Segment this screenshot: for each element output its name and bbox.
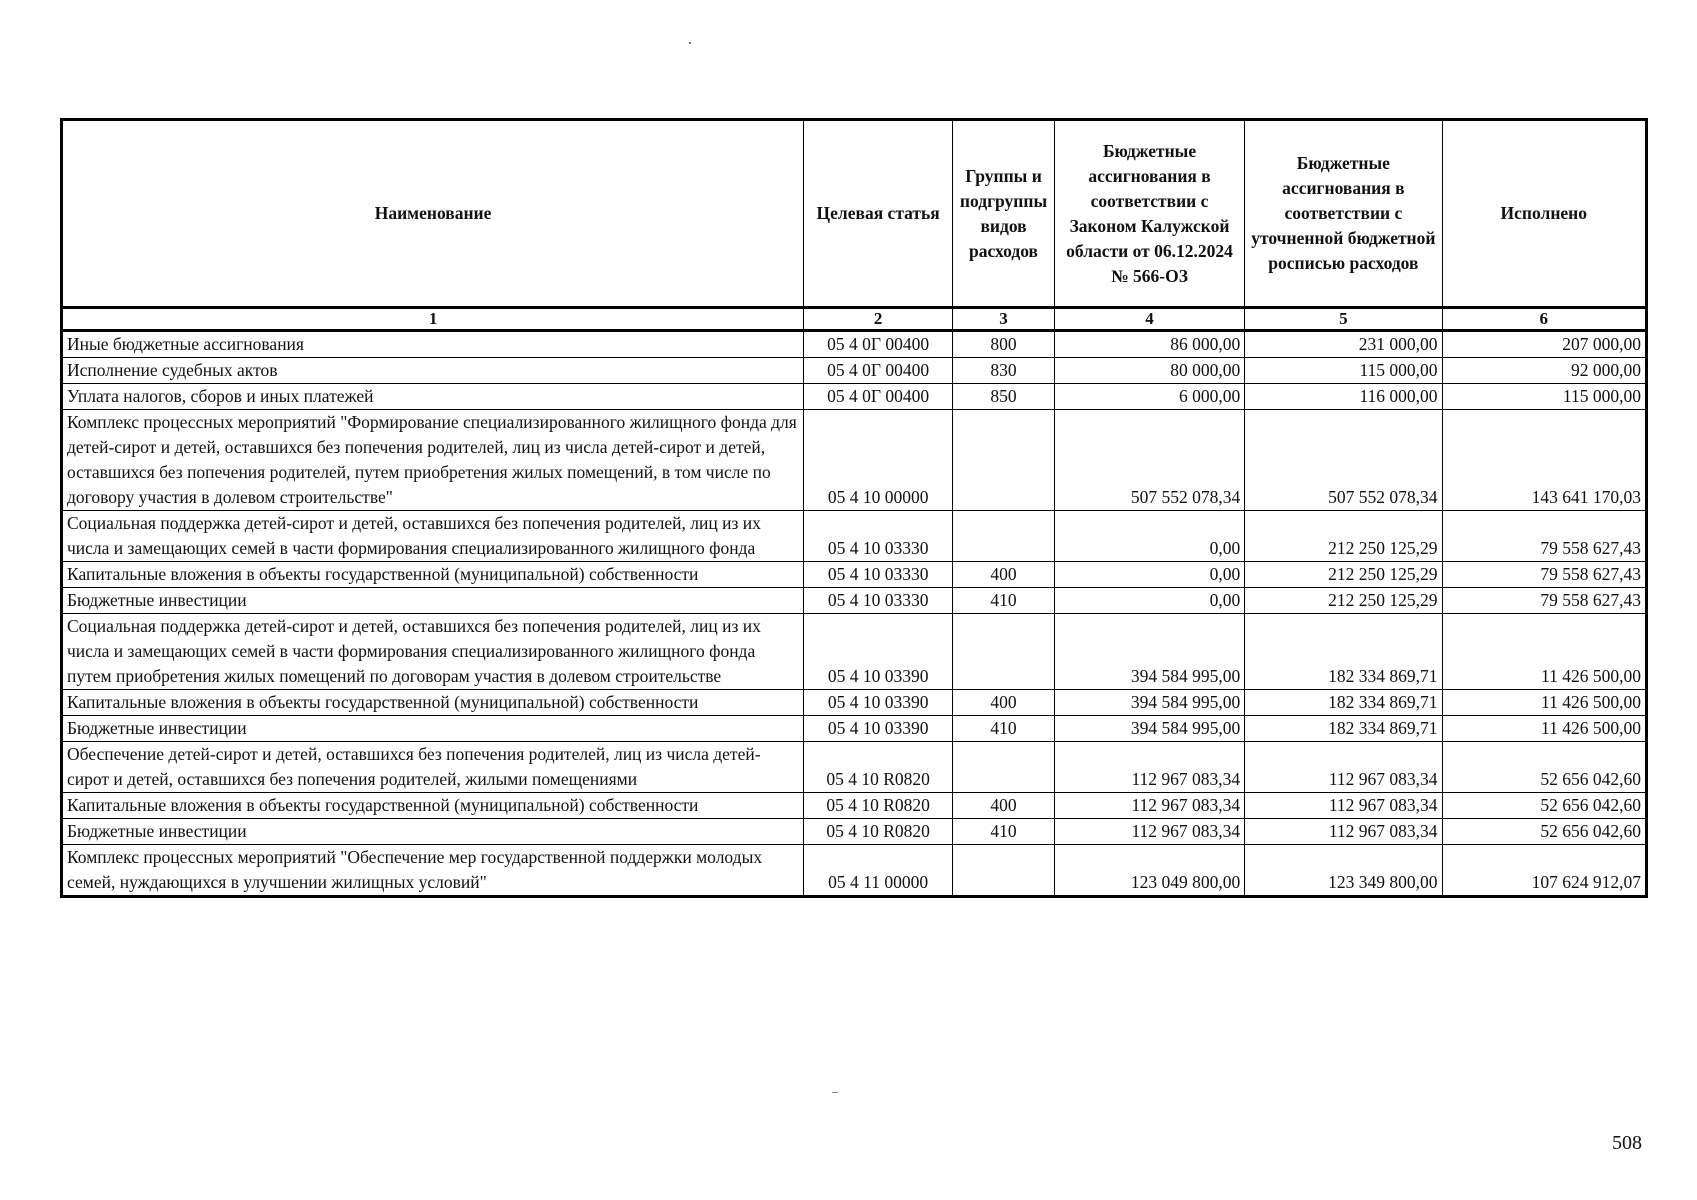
- row-executed: 11 426 500,00: [1442, 614, 1646, 690]
- row-expense-group: 410: [953, 819, 1055, 845]
- row-target-article: 05 4 10 03390: [804, 614, 953, 690]
- table-row: [62, 511, 1647, 562]
- row-expense-group: 850: [953, 384, 1055, 410]
- row-target-article: 05 4 10 03390: [804, 716, 953, 742]
- table-row: [62, 614, 1647, 690]
- row-executed: 143 641 170,03: [1442, 410, 1646, 511]
- row-target-article: 05 4 0Г 00400: [804, 331, 953, 358]
- table-row: [62, 588, 1647, 614]
- row-name: Капитальные вложения в объекты государственной (муниципальной) собственности: [62, 562, 804, 588]
- row-refined-allocation: 112 967 083,34: [1245, 793, 1442, 819]
- row-refined-allocation: 212 250 125,29: [1245, 562, 1442, 588]
- page-number: 508: [1612, 1132, 1642, 1154]
- table-row: [62, 793, 1647, 819]
- row-refined-allocation: 182 334 869,71: [1245, 716, 1442, 742]
- row-name: Социальная поддержка детей-сирот и детей, оставшихся без попечения родителей, лиц из их числа и замещающих семей в части формирования специализированного жилищного фонда: [62, 511, 804, 562]
- row-target-article: 05 4 10 R0820: [804, 819, 953, 845]
- row-expense-group: [953, 845, 1055, 897]
- row-refined-allocation: 182 334 869,71: [1245, 614, 1442, 690]
- row-expense-group: [953, 511, 1055, 562]
- table-body: [62, 331, 1647, 897]
- table-row: [62, 384, 1647, 410]
- table-header-row: [62, 120, 1647, 308]
- table-row: [62, 562, 1647, 588]
- column-number: 3: [953, 308, 1055, 331]
- row-expense-group: [953, 410, 1055, 511]
- row-refined-allocation: 123 349 800,00: [1245, 845, 1442, 897]
- table-row: [62, 410, 1647, 511]
- header-law-allocations: Бюджетные ассигнования в соответствии с Законом Калужской области от 06.12.2024 № 566-ОЗ: [1054, 120, 1244, 308]
- row-refined-allocation: 507 552 078,34: [1245, 410, 1442, 511]
- row-expense-group: 400: [953, 690, 1055, 716]
- row-name: Капитальные вложения в объекты государственной (муниципальной) собственности: [62, 793, 804, 819]
- row-expense-group: 410: [953, 716, 1055, 742]
- row-name: Социальная поддержка детей-сирот и детей, оставшихся без попечения родителей, лиц из их числа и замещающих семей в части формирования специализированного жилищного фонда путем приобретения жилых помещений по договорам участия в долевом строительстве: [62, 614, 804, 690]
- scan-speck: [689, 42, 691, 44]
- row-law-allocation: 123 049 800,00: [1054, 845, 1244, 897]
- row-expense-group: 800: [953, 331, 1055, 358]
- row-law-allocation: 0,00: [1054, 511, 1244, 562]
- column-number: 5: [1245, 308, 1442, 331]
- row-expense-group: [953, 742, 1055, 793]
- column-number: 2: [804, 308, 953, 331]
- row-law-allocation: 394 584 995,00: [1054, 614, 1244, 690]
- column-number-row: [62, 308, 1647, 331]
- row-law-allocation: 507 552 078,34: [1054, 410, 1244, 511]
- row-target-article: 05 4 0Г 00400: [804, 358, 953, 384]
- row-refined-allocation: 115 000,00: [1245, 358, 1442, 384]
- row-expense-group: 410: [953, 588, 1055, 614]
- row-executed: 79 558 627,43: [1442, 562, 1646, 588]
- row-target-article: 05 4 10 R0820: [804, 793, 953, 819]
- row-law-allocation: 394 584 995,00: [1054, 690, 1244, 716]
- row-law-allocation: 0,00: [1054, 588, 1244, 614]
- row-executed: 79 558 627,43: [1442, 511, 1646, 562]
- row-expense-group: [953, 614, 1055, 690]
- row-name: Уплата налогов, сборов и иных платежей: [62, 384, 804, 410]
- table-row: [62, 845, 1647, 897]
- row-executed: 52 656 042,60: [1442, 819, 1646, 845]
- row-law-allocation: 86 000,00: [1054, 331, 1244, 358]
- row-law-allocation: 6 000,00: [1054, 384, 1244, 410]
- row-target-article: 05 4 11 00000: [804, 845, 953, 897]
- row-expense-group: 830: [953, 358, 1055, 384]
- column-number: 6: [1442, 308, 1646, 331]
- header-executed: Исполнено: [1442, 120, 1646, 308]
- row-law-allocation: 0,00: [1054, 562, 1244, 588]
- row-target-article: 05 4 10 03330: [804, 562, 953, 588]
- row-target-article: 05 4 10 03390: [804, 690, 953, 716]
- row-executed: 207 000,00: [1442, 331, 1646, 358]
- row-name: Исполнение судебных актов: [62, 358, 804, 384]
- header-name: Наименование: [62, 120, 804, 308]
- row-name: Комплекс процессных мероприятий "Формирование специализированного жилищного фонда для детей-сирот и детей, оставшихся без попечения родителей, лиц из числа детей-сирот и детей, оставшихся без попечения родителей, путем приобретения жилых помещений, в том числе по договору участия в долевом строительстве": [62, 410, 804, 511]
- row-law-allocation: 112 967 083,34: [1054, 819, 1244, 845]
- column-number: 4: [1054, 308, 1244, 331]
- row-executed: 11 426 500,00: [1442, 716, 1646, 742]
- header-expense-groups: Группы и подгруппы видов расходов: [953, 120, 1055, 308]
- row-target-article: 05 4 10 00000: [804, 410, 953, 511]
- row-target-article: 05 4 10 03330: [804, 588, 953, 614]
- row-refined-allocation: 112 967 083,34: [1245, 742, 1442, 793]
- row-executed: 52 656 042,60: [1442, 742, 1646, 793]
- row-refined-allocation: 112 967 083,34: [1245, 819, 1442, 845]
- row-name: Иные бюджетные ассигнования: [62, 331, 804, 358]
- table-row: [62, 690, 1647, 716]
- table-row: [62, 819, 1647, 845]
- scan-speck: [832, 1092, 838, 1093]
- table-row: [62, 358, 1647, 384]
- table-row: [62, 742, 1647, 793]
- row-name: Бюджетные инвестиции: [62, 819, 804, 845]
- row-executed: 115 000,00: [1442, 384, 1646, 410]
- row-law-allocation: 112 967 083,34: [1054, 742, 1244, 793]
- row-refined-allocation: 182 334 869,71: [1245, 690, 1442, 716]
- row-name: Комплекс процессных мероприятий "Обеспечение мер государственной поддержки молодых семей, нуждающихся в улучшении жилищных условий": [62, 845, 804, 897]
- row-name: Бюджетные инвестиции: [62, 588, 804, 614]
- row-refined-allocation: 212 250 125,29: [1245, 511, 1442, 562]
- row-executed: 107 624 912,07: [1442, 845, 1646, 897]
- row-target-article: 05 4 0Г 00400: [804, 384, 953, 410]
- row-name: Капитальные вложения в объекты государственной (муниципальной) собственности: [62, 690, 804, 716]
- row-expense-group: 400: [953, 562, 1055, 588]
- row-law-allocation: 80 000,00: [1054, 358, 1244, 384]
- row-refined-allocation: 231 000,00: [1245, 331, 1442, 358]
- row-name: Обеспечение детей-сирот и детей, оставшихся без попечения родителей, лиц из числа детей-сирот и детей, оставшихся без попечения родителей, жилыми помещениями: [62, 742, 804, 793]
- table-row: [62, 716, 1647, 742]
- row-name: Бюджетные инвестиции: [62, 716, 804, 742]
- row-target-article: 05 4 10 03330: [804, 511, 953, 562]
- header-target-article: Целевая статья: [804, 120, 953, 308]
- row-expense-group: 400: [953, 793, 1055, 819]
- row-law-allocation: 112 967 083,34: [1054, 793, 1244, 819]
- row-target-article: 05 4 10 R0820: [804, 742, 953, 793]
- row-law-allocation: 394 584 995,00: [1054, 716, 1244, 742]
- row-refined-allocation: 116 000,00: [1245, 384, 1442, 410]
- table-row: [62, 331, 1647, 358]
- column-number: 1: [62, 308, 804, 331]
- row-executed: 79 558 627,43: [1442, 588, 1646, 614]
- row-refined-allocation: 212 250 125,29: [1245, 588, 1442, 614]
- row-executed: 52 656 042,60: [1442, 793, 1646, 819]
- header-refined-allocations: Бюджетные ассигнования в соответствии с уточненной бюджетной росписью расходов: [1245, 120, 1442, 308]
- row-executed: 92 000,00: [1442, 358, 1646, 384]
- budget-execution-table: [60, 118, 1648, 898]
- row-executed: 11 426 500,00: [1442, 690, 1646, 716]
